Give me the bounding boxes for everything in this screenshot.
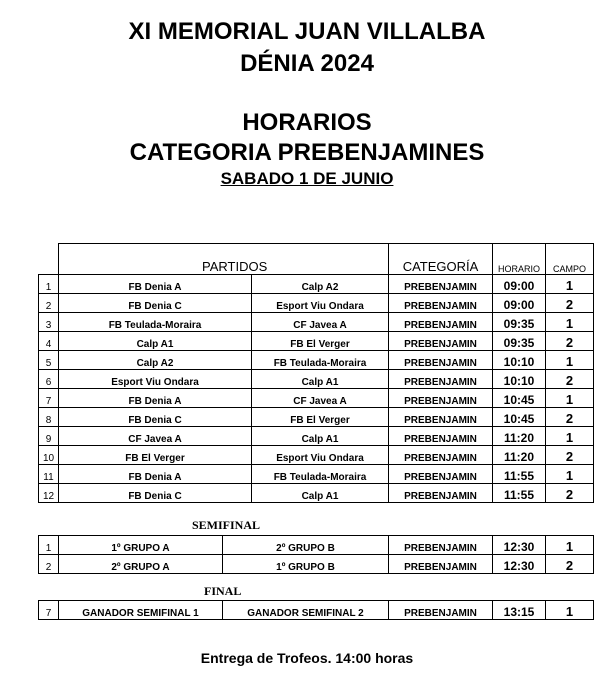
- table-row: [39, 389, 594, 408]
- match-category: PREBENJAMIN: [389, 601, 493, 620]
- match-field: 1: [546, 275, 594, 294]
- semifinal-label: SEMIFINAL: [192, 518, 261, 532]
- home-team: FB Denia C: [59, 484, 252, 503]
- match-field: 1: [546, 351, 594, 370]
- away-team: Esport Viu Ondara: [252, 294, 389, 313]
- match-time: 09:00: [493, 294, 546, 313]
- match-field: 2: [546, 332, 594, 351]
- match-field: 2: [546, 408, 594, 427]
- match-category: PREBENJAMIN: [389, 370, 493, 389]
- category-heading: CATEGORIA PREBENJAMINES: [129, 139, 485, 166]
- match-number: 2: [39, 555, 59, 574]
- match-number: 8: [39, 408, 59, 427]
- match-number: 4: [39, 332, 59, 351]
- header-blank-cell: [39, 244, 59, 275]
- match-field: 1: [546, 601, 594, 620]
- match-time: 09:00: [493, 275, 546, 294]
- match-category: PREBENJAMIN: [389, 294, 493, 313]
- away-team: Calp A1: [252, 427, 389, 446]
- table-row: [39, 427, 594, 446]
- away-team: Esport Viu Ondara: [252, 446, 389, 465]
- match-field: 1: [546, 313, 594, 332]
- match-category: PREBENJAMIN: [389, 313, 493, 332]
- away-team: Calp A1: [252, 370, 389, 389]
- match-time: 11:55: [493, 484, 546, 503]
- away-team: GANADOR SEMIFINAL 2: [223, 601, 389, 620]
- match-number: 11: [39, 465, 59, 484]
- home-team: Calp A2: [59, 351, 252, 370]
- table-row: [39, 555, 594, 574]
- table-row: [39, 446, 594, 465]
- match-category: PREBENJAMIN: [389, 484, 493, 503]
- match-number: 5: [39, 351, 59, 370]
- match-category: PREBENJAMIN: [389, 351, 493, 370]
- match-time: 09:35: [493, 332, 546, 351]
- away-team: FB Teulada-Moraira: [252, 465, 389, 484]
- home-team: 2º GRUPO A: [59, 555, 223, 574]
- home-team: GANADOR SEMIFINAL 1: [59, 601, 223, 620]
- match-number: 12: [39, 484, 59, 503]
- home-team: 1º GRUPO A: [59, 536, 223, 555]
- away-team: Calp A2: [252, 275, 389, 294]
- away-team: 2º GRUPO B: [223, 536, 389, 555]
- match-number: 7: [39, 389, 59, 408]
- trophy-ceremony-note: Entrega de Trofeos. 14:00 horas: [200, 650, 414, 666]
- match-category: PREBENJAMIN: [389, 465, 493, 484]
- tournament-location-year: DÉNIA 2024: [240, 50, 374, 77]
- match-field: 1: [546, 536, 594, 555]
- home-team: FB El Verger: [59, 446, 252, 465]
- away-team: CF Javea A: [252, 313, 389, 332]
- table-row: [39, 601, 594, 620]
- match-number: 7: [39, 601, 59, 620]
- home-team: FB Denia C: [59, 294, 252, 313]
- match-field: 1: [546, 427, 594, 446]
- match-time: 12:30: [493, 555, 546, 574]
- match-field: 2: [546, 484, 594, 503]
- match-number: 6: [39, 370, 59, 389]
- home-team: FB Denia C: [59, 408, 252, 427]
- table-row: [39, 275, 594, 294]
- header-categoria: CATEGORÍA: [389, 244, 493, 275]
- match-time: 11:20: [493, 446, 546, 465]
- home-team: FB Teulada-Moraira: [59, 313, 252, 332]
- table-row: [39, 465, 594, 484]
- match-field: 1: [546, 465, 594, 484]
- table-header-row: [39, 244, 594, 275]
- header-horario: HORARIO: [493, 244, 546, 275]
- match-time: 11:20: [493, 427, 546, 446]
- match-category: PREBENJAMIN: [389, 275, 493, 294]
- table-row: [39, 484, 594, 503]
- home-team: FB Denia A: [59, 465, 252, 484]
- table-row: [39, 351, 594, 370]
- match-category: PREBENJAMIN: [389, 536, 493, 555]
- away-team: FB El Verger: [252, 332, 389, 351]
- home-team: Calp A1: [59, 332, 252, 351]
- away-team: FB Teulada-Moraira: [252, 351, 389, 370]
- home-team: CF Javea A: [59, 427, 252, 446]
- match-time: 09:35: [493, 313, 546, 332]
- tournament-title: XI MEMORIAL JUAN VILLALBA: [128, 18, 486, 45]
- schedule-heading: HORARIOS: [242, 109, 372, 136]
- match-time: 10:10: [493, 351, 546, 370]
- match-category: PREBENJAMIN: [389, 446, 493, 465]
- match-field: 2: [546, 555, 594, 574]
- table-row: [39, 313, 594, 332]
- match-number: 1: [39, 536, 59, 555]
- home-team: Esport Viu Ondara: [59, 370, 252, 389]
- match-time: 13:15: [493, 601, 546, 620]
- match-number: 2: [39, 294, 59, 313]
- table-row: [39, 294, 594, 313]
- match-time: 10:45: [493, 408, 546, 427]
- match-number: 9: [39, 427, 59, 446]
- match-time: 10:10: [493, 370, 546, 389]
- away-team: Calp A1: [252, 484, 389, 503]
- semifinal-table: [38, 535, 594, 574]
- match-time: 12:30: [493, 536, 546, 555]
- match-category: PREBENJAMIN: [389, 389, 493, 408]
- final-table: [38, 600, 594, 620]
- match-field: 2: [546, 370, 594, 389]
- match-number: 3: [39, 313, 59, 332]
- match-time: 10:45: [493, 389, 546, 408]
- date-heading: SABADO 1 DE JUNIO: [220, 169, 394, 188]
- match-category: PREBENJAMIN: [389, 408, 493, 427]
- match-number: 1: [39, 275, 59, 294]
- match-field: 2: [546, 294, 594, 313]
- match-category: PREBENJAMIN: [389, 332, 493, 351]
- table-row: [39, 536, 594, 555]
- header-partidos: PARTIDOS: [59, 244, 389, 275]
- match-field: 1: [546, 389, 594, 408]
- home-team: FB Denia A: [59, 275, 252, 294]
- table-row: [39, 332, 594, 351]
- match-category: PREBENJAMIN: [389, 427, 493, 446]
- header-campo: CAMPO: [546, 244, 594, 275]
- match-category: PREBENJAMIN: [389, 555, 493, 574]
- final-label: FINAL: [204, 584, 242, 598]
- match-number: 10: [39, 446, 59, 465]
- table-row: [39, 370, 594, 389]
- away-team: FB El Verger: [252, 408, 389, 427]
- away-team: CF Javea A: [252, 389, 389, 408]
- match-field: 2: [546, 446, 594, 465]
- away-team: 1º GRUPO B: [223, 555, 389, 574]
- table-row: [39, 408, 594, 427]
- group-matches-table: [38, 243, 594, 503]
- match-time: 11:55: [493, 465, 546, 484]
- home-team: FB Denia A: [59, 389, 252, 408]
